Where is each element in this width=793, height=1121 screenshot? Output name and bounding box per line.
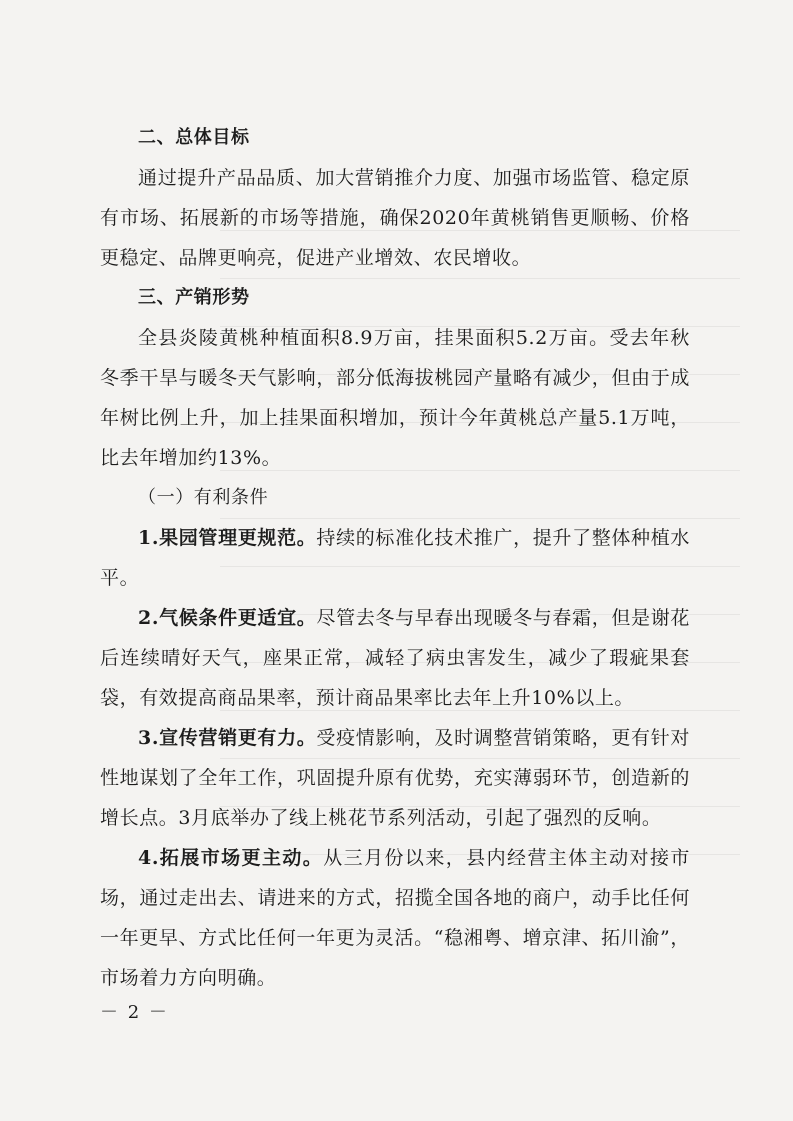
- favorable-item-2-text: 尽管去冬与早春出现暖冬与春霜，但是谢花后连续晴好天气，座果正常，减轻了病虫害发生，减少了瑕疵果套袋，有效提高商品果率，预计商品果率比去年上升10%以上。: [100, 607, 690, 709]
- favorable-item-3: [100, 718, 690, 838]
- section-heading-overall-goal: 二、总体目标: [138, 127, 250, 148]
- favorable-item-2-lead: 2.气候条件更适宜。: [138, 607, 317, 629]
- page-number: － 2 －: [100, 1002, 169, 1023]
- favorable-item-1-text: 持续的标准化技术推广，提升了整体种植水平。: [100, 527, 690, 589]
- subsection-heading-favorable: （一）有利条件: [138, 487, 269, 508]
- favorable-item-3-text: 受疫情影响，及时调整营销策略，更有针对性地谋划了全年工作，巩固提升原有优势，充实薄弱环节，创造新的增长点。3月底举办了线上桃花节系列活动，引起了强烈的反响。: [100, 727, 690, 829]
- favorable-item-2: [100, 598, 690, 718]
- favorable-item-4: [100, 838, 690, 998]
- paragraph-overall-goal: 通过提升产品品质、加大营销推介力度、加强市场监管、稳定原有市场、拓展新的市场等措施，确保2020年黄桃销售更顺畅、价格更稳定、品牌更响亮，促进产业增效、农民增收。: [100, 167, 690, 269]
- favorable-item-4-text: 从三月份以来，县内经营主体主动对接市场，通过走出去、请进来的方式，招揽全国各地的商户，动手比任何一年更早、方式比任何一年更为灵活。“稳湘粤、增京津、拓川渝”，市场着力方向明确。: [100, 847, 690, 989]
- paragraph-market-situation: 全县炎陵黄桃种植面积8.9万亩，挂果面积5.2万亩。受去年秋冬季干旱与暖冬天气影响，部分低海拔桃园产量略有减少，但由于成年树比例上升，加上挂果面积增加，预计今年黄桃总产量5.1万吨，比去年增加约13%。: [100, 327, 690, 469]
- favorable-item-1-lead: 1.果园管理更规范。: [138, 527, 317, 549]
- section-heading-market-situation: 三、产销形势: [138, 287, 250, 308]
- favorable-item-3-lead: 3.宣传营销更有力。: [138, 727, 317, 749]
- favorable-item-1: [100, 518, 690, 598]
- favorable-item-4-lead: 4.拓展市场更主动。: [138, 847, 324, 869]
- document-body: [100, 118, 690, 998]
